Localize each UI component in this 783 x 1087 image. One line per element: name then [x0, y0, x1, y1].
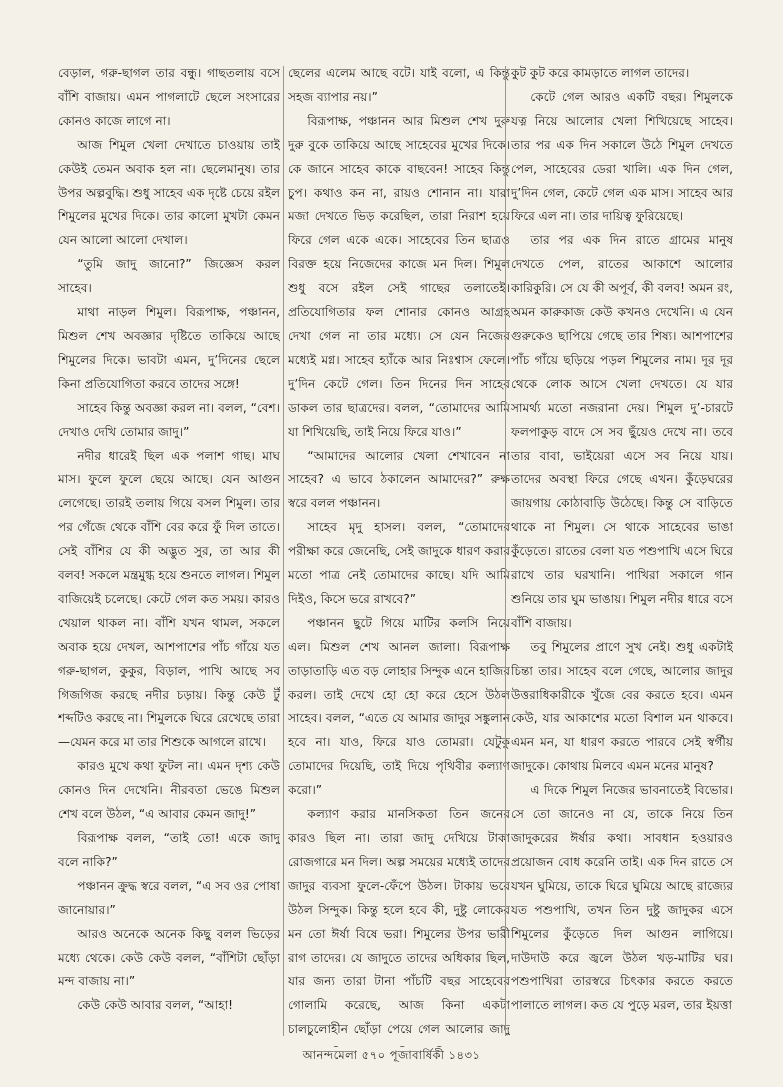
paragraph: কেটে গেল আরও একটি বছর। শিমুলকে যত্ন নিয়ে আলোর খেলা শিখিয়েছে সাহেব। তার পর এক দিন সকালে উঠে শিমুল দেখতে পেল, সাহেবের ডেরা খালি। এক দিন গেল, দু’দিন গেল, কেটে গেল এক মাস। সাহেব আর ফিরে এল না। তার দায়িত্ব ফুরিয়েছে।: [511, 89, 733, 224]
paragraph: বিরূপাক্ষ, পঞ্চানন আর মিশুল শেখ দুরু দুরু বুকে তাকিয়ে আছে সাহেবের মুখের দিকে। কে জানে সাহেব কাকে বাছবেন! সাহেব কিন্তু চুপ। কথাও কন না, রায়ও শোনান না। যারা মজা দেখতে ভিড় করেছিল, তারা নিরাশ হয়ে ফিরে গেল একে একে। সাহেবের তিন ছাত্রও বিরক্ত হয়ে নিজেদের কাজে মন দিল। শিমুল শুধু বসে রইল সেই গাছের তলাতেই। প্রতিযোগিতার ফল শোনার কোনও আগ্রহ দেখা গেল না তার মধ্যে। সে যেন নিজের মধ্যেই মগ্ন। সাহেব হ্যাঁকে আর নিঃশ্বাস ফেলে। দু’দিন কেটে গেল। তিন দিনের দিন সাহেব ডাকল তার ছাত্রদের। বলল, “তোমাদের আমি যা শিখিয়েছি, তাই নিয়ে ফিরে যাও।”: [288, 113, 510, 439]
paragraph: বেড়াল, গরু-ছাগল তার বন্ধু। গাছতলায় বসে বাঁশি বাজায়। এমন পাগলাটে ছেলে সংসারের কোনও কাজে লাগে না।: [58, 66, 280, 128]
column-divider: [505, 66, 506, 1036]
paragraph: কেউ কেউ আবার বলল, “আহা!: [77, 998, 233, 1013]
paragraph: মাথা নাড়ল শিমুল। বিরূপাক্ষ, পঞ্চানন, মিশুল শেখ অবজ্ঞার দৃষ্টিতে তাকিয়ে আছে শিমুলের দিকে। ভাবটা এমন, দু’দিনের ছেলে কিনা প্রতিযোগিতা করবে তাদের সঙ্গে!: [58, 305, 280, 391]
page-footer: আনন্দমেলা ৫৭০ পূজাবার্ষিকী ১৪৩১: [302, 1048, 481, 1062]
text-column-1: [58, 62, 280, 1047]
paragraph: সাহেব মৃদু হাসল। বলল, “তোমাদের পরীক্ষা করে জেনেছি, সেই জাদুকে ধারণ করার মতো পাত্র নেই তোমাদের কাছে। যদি আমি দিইও, কিসে ভরে রাখবে?”: [288, 520, 510, 606]
paragraph: কুট কুট করে কামড়াতে লাগল তাদের।: [511, 66, 690, 80]
paragraph: “আমাদের আলোর খেলা শেখাবেন না সাহেব? এ ভাবে ঠকালেন আমাদের?” রুক্ষ স্বরে বলল পঞ্চানন।: [288, 448, 510, 511]
paragraph: নদীর ধারেই ছিল এক পলাশ গাছ। মাঘ মাস। ফুলে ফুলে ছেয়ে আছে। যেন আগুন লেগেছে। তারই তলায় গিয়ে বসল শিমুল। তার পর গেঁজে থেকে বাঁশি বের করে ফুঁ দিল তাতে। সেই বাঁশির যে কী অদ্ভুত সুর, তা আর কী বলব! সকলে মন্ত্রমুগ্ধ হয়ে শুনতে লাগল। শিমুল বাজিয়েই চলেছে। কেটে গেল কত সময়। কারও খেয়াল থাকল না। বাঁশি যখন থামল, সকলে অবাক হয়ে দেখল, আশপাশের পাঁচ গাঁয়ে যত গরু-ছাগল, কুকুর, বিড়াল, পাখি আছে সব গিজগিজ করছে নদীর চড়ায়। কিন্তু কেউ টুঁ শব্দটিও করছে না। শিমুলকে ঘিরে রেখেছে তারা—যেমন করে মা তার শিশুকে আগলে রাখে।: [58, 448, 280, 750]
paragraph: সাহেব কিন্তু অবজ্ঞা করল না। বলল, “বেশ। দেখাও দেখি তোমার জাদু।”: [58, 400, 280, 439]
paragraph: আরও অনেকে অনেক কিছু বলল ভিড়ের মধ্যে থেকে। কেউ কেউ বলল, “বাঁশিটা ছোঁড়া মন্দ বাজায় না।”: [58, 926, 280, 989]
paragraph: তার পর এক দিন রাতে গ্রামের মানুষ দেখতে পেল, রাতের আকাশে আলোর কারিকুরি। সে যে কী অপূর্ব, কী বলব! অমন রং, অমন কারুকাজ কেউ কখনও দেখেনি। এ যেন গুরুকেও ছাপিয়ে গেছে তার শিষ্য। আশপাশের পাঁচ গাঁয়ে ছড়িয়ে পড়ল শিমুলের নাম। দূর দূর থেকে লোক আসে খেলা দেখতে। যে যার সামর্থ্য মতো নজরানা দেয়। শিমুল দু’-চারটে ফলপাকুড় বাদে সে সব ছুঁয়েও দেখে না। তবে তার বাবা, ভাইয়েরা এসে সব নিয়ে যায়। তাদের অবস্থা ফিরে গেছে এখন। কুঁড়েঘরের জায়গায় কোঠাবাড়ি উঠেছে। কিন্তু সে বাড়িতে থাকে না শিমুল। সে থাকে সাহেবের ভাঙা কুঁড়েতে। রাতের বেলা যত পশুপাখি এসে ঘিরে রাখে তার ঘরখানি। পাখিরা সকালে গান শুনিয়ে তার ঘুম ভাঙায়। শিমুল নদীর ধারে বসে বাঁশি বাজায়।: [511, 233, 733, 630]
paragraph: পঞ্চানন ক্রুদ্ধ স্বরে বলল, “এ সব ওর পোষা জানোয়ার।”: [58, 878, 280, 917]
paragraph: বিরূপাক্ষ বলল, “তাই তো! একে জাদু বলে নাকি?”: [58, 831, 280, 869]
paragraph: কারও মুখে কথা ফুটল না। এমন দৃশ্য কেউ কোনও দিন দেখেনি। নীরবতা ভেঙে মিশুল শেখ বলে উঠল, “এ আবার কেমন জাদু!”: [58, 759, 280, 822]
paragraph: কল্যাণ করার মানসিকতা তিন জনের কারও ছিল না। তারা জাদু দেখিয়ে টাকা রোজগারে মন দিল। অল্প সময়ের মধ্যেই তাদের জাদুর ব্যবসা ফুলে-ফেঁপে উঠল। টাকায় ভরে উঠল সিন্দুক। কিন্তু হলে হবে কী, দুষ্টু লোকের মন তো ঈর্ষা বিষে ভরা। শিমুলের উপর ভারী রাগ তাদের। যে জাদুতে তাদের অধিকার ছিল, যার জন্য তারা টানা পাঁচটি বছর সাহেবের গোলামি করেছে, আজ কিনা একটা চালচুলোহীন ছোঁড়া পেয়ে গেল আলোর জাদু: [288, 807, 510, 1037]
paragraph: তবু শিমুলের প্রাণে সুখ নেই। শুধু একটাই চিন্তা তার। সাহেব বলে গেছে, আলোর জাদুর উত্তরাধিকারীকে খুঁজে বের করতে হবে। এমন কেউ, যার আকাশের মতো বিশাল মন থাকবে। এমন মন, যা ধারণ করতে পারবে সেই স্বর্গীয় জাদুকে। কোথায় মিলবে এমন মনের মানুষ?: [511, 639, 733, 774]
paragraph: এ দিকে শিমুল নিজের ভাবনাতেই বিভোর। সে তো জানেও না যে, তাকে নিয়ে তিন জাদুকরের ঈর্ষার কথা। সাবধান হওয়ারও প্রয়োজন বোধ করেনি তাই। এক দিন রাতে সে যখন ঘুমিয়ে, তাকে ঘিরে ঘুমিয়ে আছে রাজ্যের যত পশুপাখি, তখন তিন দুষ্টু জাদুকর এসে শিমুলের কুঁড়েতে দিল আগুন লাগিয়ে। দাউদাউ করে জ্বলে উঠল খড়-মাটির ঘর। পশুপাখিরা তারস্বরে চিৎকার করতে করতে পালাতে লাগল। কত যে পুড়ে মরল, তার ইয়ত্তা: [511, 783, 733, 1013]
paragraph: ছেলের এলেম আছে বটে। যাই বলো, এ কিন্তু সহজ ব্যাপার নয়।”: [288, 66, 510, 104]
text-column-2: [288, 62, 510, 1047]
paragraph: আজ শিমুল খেলা দেখাতে চাওয়ায় তাই কেউই তেমন অবাক হল না। ছেলেমানুষ। তার উপর অল্পবুদ্ধি। শুধু সাহেব এক দৃষ্টে চেয়ে রইল শিমুলের মুখের দিকে। তার কালো মুখটা কেমন যেন আলো আলো দেখাল।: [58, 137, 280, 248]
paragraph: “তুমি জাদু জানো?” জিজ্ঞেস করল সাহেব।: [58, 257, 280, 296]
text-column-3: [511, 62, 733, 1047]
column-divider: [283, 66, 284, 1036]
paragraph: পঞ্চানন ছুটে গিয়ে মাটির কলসি নিয়ে এল। মিশুল শেখ আনল জালা। বিরূপাক্ষ তাড়াতাড়ি এত বড় লোহার সিন্দুক এনে হাজির করল। তাই দেখে হো হো করে হেসে উঠল সাহেব। বলল, “এতে যে আমার জাদুর সঙ্কুলান হবে না। যাও, ফিরে যাও তোমরা। যেটুকু তোমাদের দিয়েছি, তাই দিয়ে পৃথিবীর কল্যাণ করো।”: [288, 615, 510, 798]
